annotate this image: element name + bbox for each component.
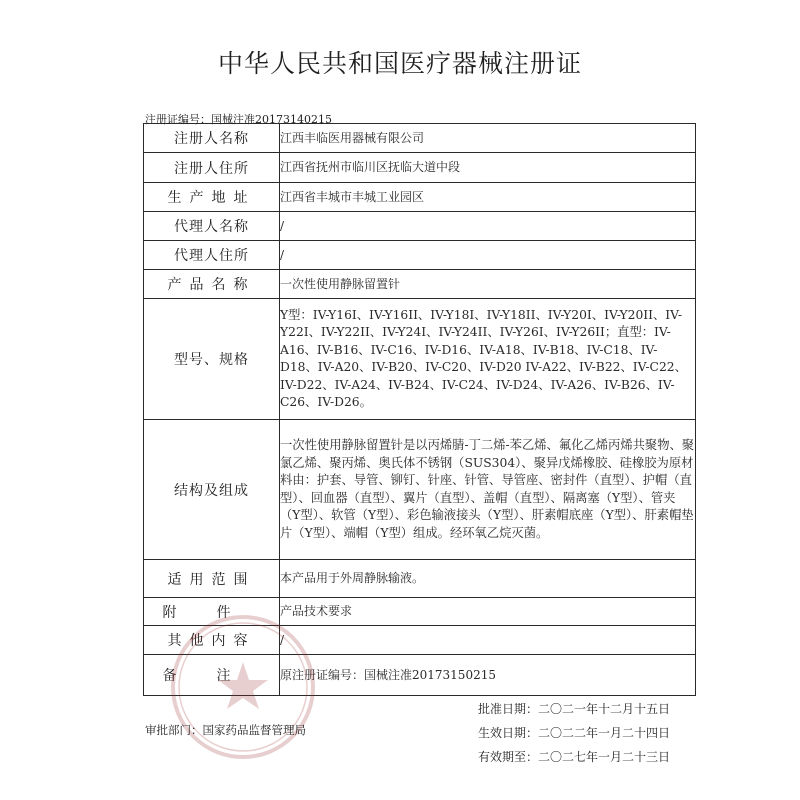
table-row (144, 655, 696, 696)
registration-number-value: 国械注准20173140215 (211, 113, 332, 126)
effective-date (478, 724, 670, 741)
approval-date-label: 批准日期： (478, 702, 539, 716)
production-address-value: 江西省丰城市丰城工业园区 (280, 183, 696, 212)
registrant-name-label: 注册人名称 (144, 124, 280, 153)
approval-authority-value: 国家药品监督管理局 (202, 723, 306, 737)
agent-address-label: 代理人住所 (144, 241, 280, 270)
table-row (144, 124, 696, 153)
table-row (144, 212, 696, 241)
effective-date-value: 二〇二二年一月二十四日 (538, 726, 671, 740)
expiry-date-label: 有效期至： (478, 750, 539, 764)
table-row (144, 626, 696, 655)
attachment-label: 附件 (144, 598, 280, 626)
document-title: 中华人民共和国医疗器械注册证 (217, 49, 582, 78)
composition-value: 一次性使用静脉留置针是以丙烯腈-丁二烯-苯乙烯、氟化乙烯丙烯共聚物、聚氯乙烯、聚丙烯、奥氏体不锈钢（SUS304）、聚异戊烯橡胶、硅橡胶为原材料由：护套、导管、铆钉、针座、针管、导管座、密封件（直型）、护帽（直型）、回血器（直型）、翼片（直型）、盖帽（直型）、隔离塞（Y型）、管夹（Y型）、软管（Y型）、彩色输液接头（Y型）、肝素帽底座（Y型）、肝素帽垫片（Y型）、端帽（Y型）组成。经环氧乙烷灭菌。 (280, 420, 696, 560)
scope-value: 本产品用于外周静脉输液。 (280, 560, 696, 598)
table-row (144, 420, 696, 560)
certificate-table (143, 123, 696, 696)
effective-date-label: 生效日期： (478, 726, 539, 740)
table-row (144, 153, 696, 183)
table-row (144, 241, 696, 270)
approval-date-value: 二〇二一年十二月十五日 (538, 702, 671, 716)
production-address-label: 生产地址 (144, 183, 280, 212)
table-row (144, 183, 696, 212)
composition-label: 结构及组成 (144, 420, 280, 560)
remarks-value: 原注册证编号：国械注准20173150215 (280, 655, 696, 696)
expiry-date-value: 二〇二七年一月二十三日 (538, 750, 671, 764)
registration-number-label: 注册证编号： (145, 113, 211, 126)
table-row (144, 598, 696, 626)
models-value: Y型：IV-Y16I、IV-Y16II、IV-Y18I、IV-Y18II、IV-Y20I、IV-Y20II、IV-Y22I、IV-Y22II、IV-Y24I、IV-Y24II、IV-Y26I、IV-Y26II；直型：IV-A16、IV-B16、IV-C16、IV-D16、IV-A18、IV-B18、IV-C18、IV-D18、IV-A20、IV-B20、IV-C20、IV-D20 IV-A22、IV-B22、IV-C22、IV-D22、IV-A24、IV-B24、IV-C24、IV-D24、IV-A26、IV-B26、IV-C26、IV-D26。 (280, 299, 696, 420)
product-name-label: 产品名称 (144, 270, 280, 299)
expiry-date (478, 748, 670, 765)
product-name-value: 一次性使用静脉留置针 (280, 270, 696, 299)
agent-name-label: 代理人名称 (144, 212, 280, 241)
registrant-address-value: 江西省抚州市临川区抚临大道中段 (280, 153, 696, 183)
registrant-address-label: 注册人住所 (144, 153, 280, 183)
models-label: 型号、规格 (144, 299, 280, 420)
approval-date (478, 700, 670, 717)
approval-authority-label: 审批部门： (145, 723, 203, 737)
table-row (144, 299, 696, 420)
scope-label: 适用范围 (144, 560, 280, 598)
approval-authority (145, 722, 306, 738)
registrant-name-value: 江西丰临医用器械有限公司 (280, 124, 696, 153)
other-value: / (280, 626, 696, 655)
agent-name-value: / (280, 212, 696, 241)
table-row (144, 560, 696, 598)
table-row (144, 270, 696, 299)
remarks-label: 备注 (144, 655, 280, 696)
attachment-value: 产品技术要求 (280, 598, 696, 626)
other-label: 其他内容 (144, 626, 280, 655)
agent-address-value: / (280, 241, 696, 270)
